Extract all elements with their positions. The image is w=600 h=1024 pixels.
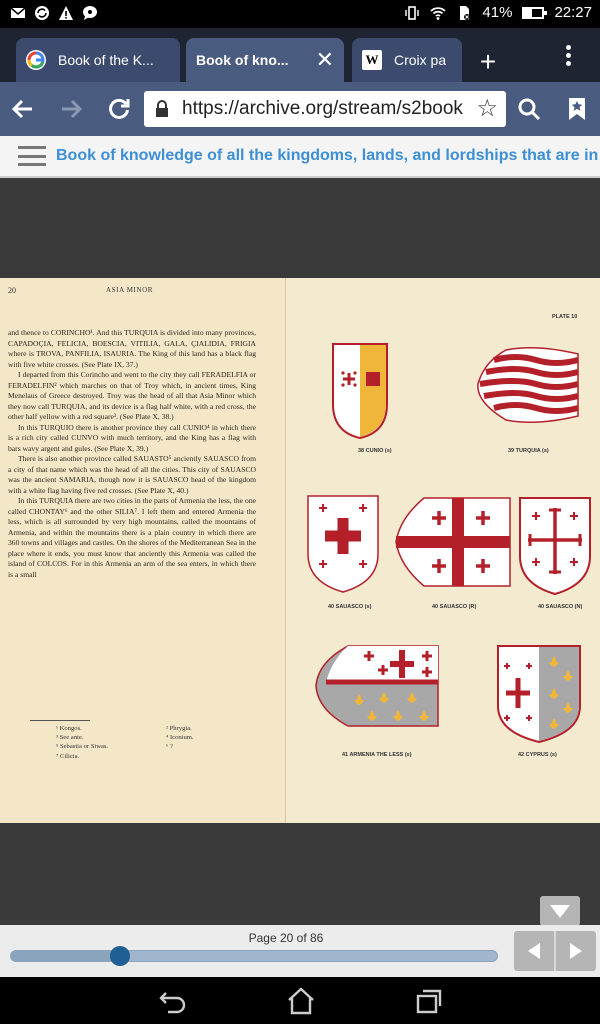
- search-icon: [517, 97, 541, 121]
- paragraph: There is also another province called SAUASTO⁵ anciently SAUASCO from a city of that name which was the head of all the cities. This city of SAUASCO was the ancient SAMARIA, though now it is SAUASCO head of the kingdom with a white flag having five red crosses. (See Plate X, 40.): [8, 454, 256, 495]
- mail-icon: [10, 5, 26, 21]
- back-nav-icon[interactable]: [158, 987, 188, 1015]
- paragraph: In this TURQUIA there are two cities in the parts of Armenia the less, the one called CHONTAY⁶ and the other SILIA⁷. I left them and entered Armenia the less, which is all surrounded by very high mountains, called the mountains of Armenia, and within the mountains there is a plain country in which there are 360 towns and villages and castles. On the shores of the Mediterranean Sea in the place where it ends, you must know that anciently this Armenia was called the island of COLCOS. For in this Armenia an arm of the sea enters, in which there is a small: [8, 496, 256, 579]
- chat-icon: [82, 5, 98, 21]
- footnote-rule: [30, 720, 90, 721]
- vibrate-icon: [404, 5, 420, 21]
- paragraph: In this TURQUIO there is another province they call CUNIO⁴ in which there is a rich city called CUNVO with much territory, and the King has a flag with bars wavy argent and gules. (See Plate X, 39.): [8, 422, 256, 453]
- book-viewer[interactable]: [0, 180, 600, 925]
- url-bar[interactable]: [144, 91, 506, 127]
- footnote: ² Phrygia.: [166, 725, 192, 732]
- right-page[interactable]: [285, 278, 600, 823]
- flag-sauasco-s: [306, 494, 380, 594]
- flag-caption: 40 SAUASCO (R): [432, 604, 477, 610]
- clock: 22:27: [554, 4, 592, 21]
- tab-google[interactable]: [16, 38, 180, 82]
- footnote: ¹ Kongos.: [56, 725, 82, 732]
- new-tab-button[interactable]: +: [479, 46, 497, 77]
- flag-caption: 38 CUNIO (s): [358, 448, 392, 454]
- url-text: https://archive.org/stream/s2book: [182, 98, 463, 119]
- triangle-down-icon: [549, 903, 571, 919]
- arrow-left-icon: [10, 96, 36, 122]
- previous-page-button[interactable]: [514, 931, 556, 971]
- warning-icon: [58, 5, 74, 21]
- footnotes-left: [56, 724, 108, 761]
- page-text: [8, 328, 256, 580]
- google-icon: [26, 50, 46, 70]
- close-tab-icon[interactable]: ✕: [315, 47, 334, 72]
- flag-caption: 42 CYPRUS (s): [518, 752, 557, 758]
- next-page-button[interactable]: [556, 931, 596, 971]
- wifi-icon: [430, 5, 446, 21]
- system-nav-bar: [0, 977, 600, 1024]
- sim-icon: [456, 5, 472, 21]
- page-number: 20: [8, 286, 16, 295]
- page-title: Book of knowledge of all the kingdoms, lands, and lordships that are in: [56, 147, 599, 164]
- tab-strip: [0, 28, 600, 82]
- tab-active[interactable]: [186, 38, 344, 82]
- battery-icon: [522, 7, 544, 19]
- hamburger-menu-icon[interactable]: [18, 146, 46, 166]
- triangle-right-icon: [569, 942, 583, 960]
- paragraph: I departed from this Corincho and went to the city they call FERADELFIA or FERADELFIN² which marches on that of Troy which, in ancient times, King Menelaus of Greece destroyed. Troy was the head of all that Asia Minor which they now call TURQUIA, and its device is a flag half white, with a red cross, the other half yellow with a red square³. (See Plate X, 38.): [8, 370, 256, 421]
- toggle-navbar-button[interactable]: [540, 896, 580, 926]
- reload-icon: [106, 96, 132, 122]
- forward-button[interactable]: [54, 92, 88, 126]
- flag-armenia-the-less: [314, 644, 440, 728]
- flag-sauasco-r: [394, 496, 512, 588]
- page-flip-buttons: [514, 931, 596, 971]
- status-bar: [0, 0, 600, 28]
- tab-title: Book of the K...: [58, 52, 154, 68]
- page-navigation-bar: [0, 925, 600, 977]
- footnote: ⁵ Sebastia or Siwas.: [56, 743, 109, 751]
- reload-button[interactable]: [102, 92, 136, 126]
- lock-icon: [154, 100, 170, 118]
- flag-cyprus: [496, 644, 582, 744]
- bookmark-icon: [567, 97, 587, 121]
- plate-label: PLATE 10: [552, 314, 578, 320]
- left-page[interactable]: [0, 278, 285, 823]
- menu-icon[interactable]: [560, 42, 576, 70]
- page-header: [0, 136, 600, 178]
- page-slider[interactable]: [10, 950, 498, 962]
- recents-nav-icon[interactable]: [414, 987, 444, 1015]
- triangle-left-icon: [527, 942, 541, 960]
- bookmarks-button[interactable]: [560, 92, 594, 126]
- flag-turquia: [476, 346, 580, 424]
- flag-caption: 40 SAUASCO (s): [328, 604, 372, 610]
- slider-fill: [11, 951, 120, 961]
- paragraph: and thence to CORINCHO¹. And this TURQUIA is divided into many provinces, CAPADOÇIA, FELICIA, BOESCIA, VITILIA, GALA, ÇIALIDIA, FRIGIA where is TROVA, PANFILIA, ISAURIA. The King of this land has a black flag with five white crosses. (See Plate IX, 37.): [8, 328, 256, 369]
- battery-percent: 41%: [482, 4, 513, 21]
- footnote: ⁶ ?: [166, 743, 173, 751]
- bookmark-star-icon[interactable]: ☆: [472, 94, 498, 123]
- search-button[interactable]: [512, 92, 546, 126]
- footnote: ⁷ Cilicia.: [56, 752, 80, 760]
- footnote: ³ See ante.: [56, 734, 84, 742]
- wikipedia-icon: W: [362, 50, 382, 70]
- flag-caption: 40 SAUASCO (N): [538, 604, 583, 610]
- tab-title: Croix pa: [394, 52, 447, 68]
- slider-thumb[interactable]: [110, 946, 130, 966]
- flag-caption: 39 TURQUIA (s): [508, 448, 549, 454]
- arrow-right-icon: [58, 96, 84, 122]
- running-head: ASIA MINOR: [106, 286, 154, 294]
- home-nav-icon[interactable]: [286, 987, 316, 1015]
- browser-toolbar: [0, 82, 600, 136]
- flag-caption: 41 ARMENIA THE LESS (s): [342, 752, 412, 758]
- footnotes-right: [166, 724, 194, 752]
- page-count: Page 20 of 86: [248, 931, 324, 945]
- back-button[interactable]: [6, 92, 40, 126]
- flag-sauasco-n: [518, 496, 592, 596]
- sync-icon: [34, 5, 50, 21]
- footnote: ⁴ Iconium.: [166, 734, 194, 742]
- flag-cunio: [331, 342, 389, 440]
- tab-wikipedia[interactable]: [352, 38, 462, 82]
- tab-title: Book of kno...: [196, 52, 289, 68]
